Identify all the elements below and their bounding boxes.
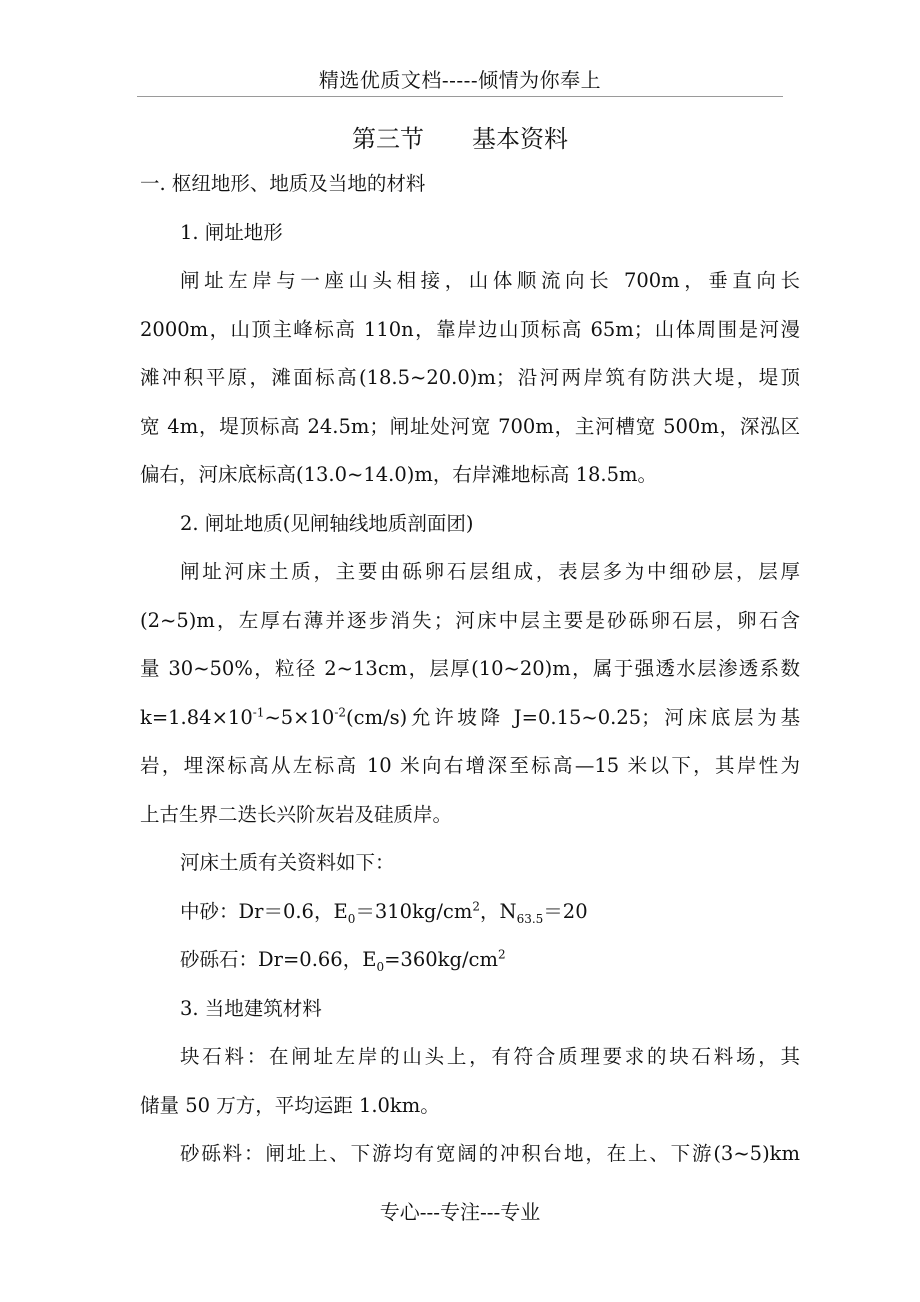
geology-paragraph-line: (2~5)m，左厚右薄并逐步消失；河床中层主要是砂砾卵石层，卵石含 [140, 609, 800, 632]
subscript: 0 [376, 959, 385, 974]
superscript: 2 [497, 947, 506, 962]
geology-paragraph-line: 量 30~50%，粒径 2~13cm，层厚(10~20)m，属于强透水层渗透系数 [140, 657, 800, 680]
permeability-text-c: (cm/s)允许坡降 J=0.15~0.25；河床底层为基 [346, 706, 800, 729]
page-footer: 专心---专注---专业 [379, 1200, 541, 1224]
permeability-text-a: k=1.84×10 [140, 706, 253, 729]
geology-paragraph-line: 闸址河床土质，主要由砾卵石层组成，表层多为中细砂层，层厚 [180, 560, 800, 583]
subsection-heading-terrain: 1. 闸址地形 [180, 221, 283, 244]
terrain-paragraph-line: 偏右，河床底标高(13.0~14.0)m，右岸滩地标高 18.5m。 [140, 463, 657, 486]
subsection-heading-geology: 2. 闸址地质(见闸轴线地质剖面团) [180, 512, 474, 535]
soil-data-intro: 河床土质有关资料如下： [180, 851, 395, 874]
permeability-text-b: ~5×10 [264, 706, 335, 729]
stone-material-line: 块石料：在闸址左岸的山头上，有符合质理要求的块石料场，其 [180, 1045, 800, 1068]
exponent: -1 [252, 705, 265, 720]
gravel-material-line: 砂砾料：闸址上、下游均有宽阔的冲积台地，在上、下游(3~5)km [180, 1142, 800, 1165]
terrain-paragraph-line: 闸址左岸与一座山头相接，山体顺流向长 700m，垂直向长 [180, 269, 800, 292]
subscript: 63.5 [516, 911, 544, 926]
geology-paragraph-line: 上古生界二迭长兴阶灰岩及硅质岸。 [140, 803, 453, 826]
geology-paragraph-line: 岩，埋深标高从左标高 10 米向右增深至标高—15 米以下，其岸性为 [140, 754, 800, 777]
section-heading: 一. 枢纽地形、地质及当地的材料 [140, 172, 426, 195]
superscript: 2 [472, 899, 480, 914]
terrain-paragraph-line: 宽 4m，堤顶标高 24.5m；闸址处河宽 700m，主河槽宽 500m，深泓区 [140, 415, 800, 438]
subsection-heading-materials: 3. 当地建筑材料 [180, 997, 322, 1020]
header-divider [137, 96, 783, 97]
page-title: 第三节 基本资料 [352, 125, 568, 153]
exponent: -2 [334, 705, 347, 720]
gravel-data: 砂砾石：Dr=0.66，$E_0=360kg/cm^2$ [180, 947, 506, 974]
medium-sand-data: 中砂：Dr＝0.6，$E_0=310kg/cm^2$，$N_{63.5}=20$ [180, 899, 588, 926]
terrain-paragraph-line: 2000m，山顶主峰标高 110n，靠岸边山顶标高 65m；山体周围是河漫 [140, 318, 800, 341]
terrain-paragraph-line: 滩冲积平原，滩面标高(18.5~20.0)m；沿河两岸筑有防洪大堤，堤顶 [140, 366, 800, 389]
stone-material-line: 储量 50 万方，平均运距 1.0km。 [140, 1094, 440, 1117]
permeability-line [140, 704, 800, 732]
subscript: 0 [347, 911, 356, 926]
page-header: 精选优质文档-----倾情为你奉上 [318, 68, 602, 92]
